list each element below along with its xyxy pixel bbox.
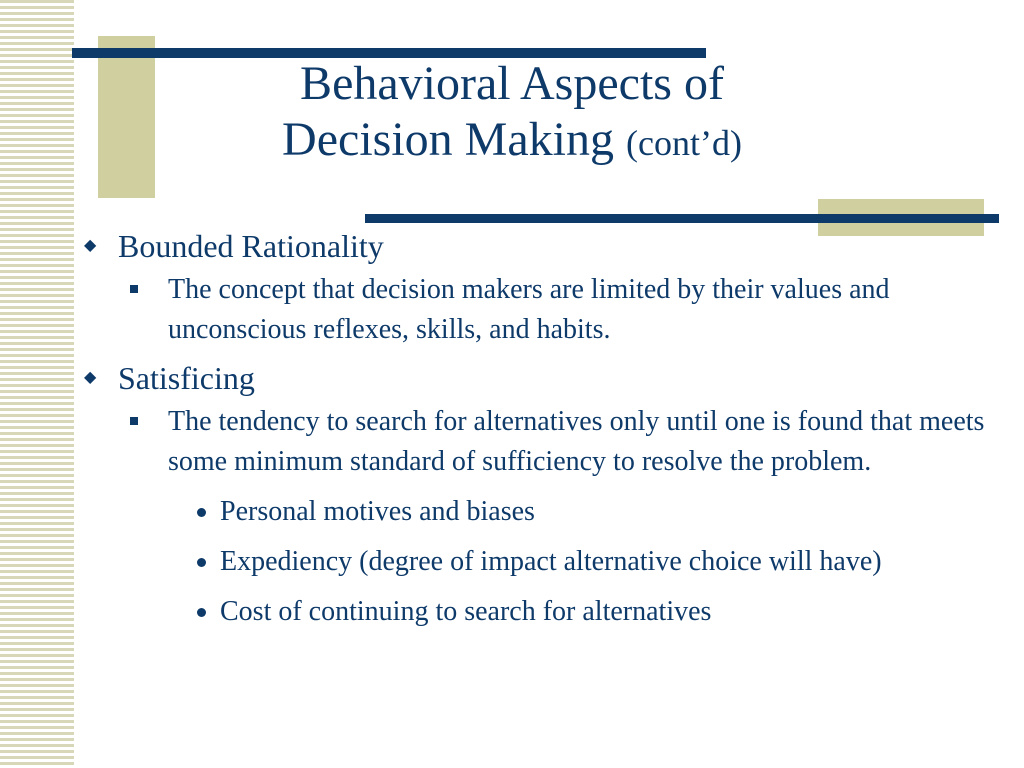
bullet-level1-text: Satisficing: [118, 360, 255, 396]
square-icon: [130, 285, 138, 293]
bullet-level3-item: [80, 542, 990, 582]
dot-icon: [197, 558, 206, 567]
square-icon: [130, 417, 138, 425]
dot-icon: [197, 608, 206, 617]
diamond-icon: ◆: [84, 369, 97, 386]
title-line-1: Behavioral Aspects of: [300, 57, 724, 110]
bullet-level1-satisficing: [80, 358, 990, 398]
decor-block-top: [98, 36, 155, 198]
bullet-level1-text: Bounded Rationality: [118, 228, 384, 264]
bullet-level3-item: [80, 492, 990, 532]
bullet-level2-item: [80, 402, 990, 482]
bullet-content: [80, 226, 990, 632]
bullet-level2-text: The concept that decision makers are limited by their values and unconscious reflexes, skills, and habits.: [168, 274, 890, 345]
diamond-icon: ◆: [84, 237, 97, 254]
bullet-level2-item: [80, 270, 990, 350]
dot-icon: [197, 508, 206, 517]
bullet-level3-text: Expediency (degree of impact alternative choice will have): [220, 546, 882, 577]
bullet-level3-item: [80, 592, 990, 632]
striped-side-band: [0, 0, 74, 768]
bullet-level3-text: Personal motives and biases: [220, 496, 535, 527]
title-line-2: [150, 112, 874, 171]
bullet-level3-text: Cost of continuing to search for alternatives: [220, 596, 712, 627]
slide-title: [150, 56, 874, 171]
bullet-level2-text: The tendency to search for alternatives only until one is found that meets some minimum standard of sufficiency to resolve the problem.: [168, 406, 985, 477]
title-line-2-main: Decision Making: [282, 113, 614, 166]
title-suffix: (cont’d): [626, 123, 742, 163]
bullet-level1-bounded-rationality: [80, 226, 990, 266]
decor-line-right: [365, 214, 999, 223]
